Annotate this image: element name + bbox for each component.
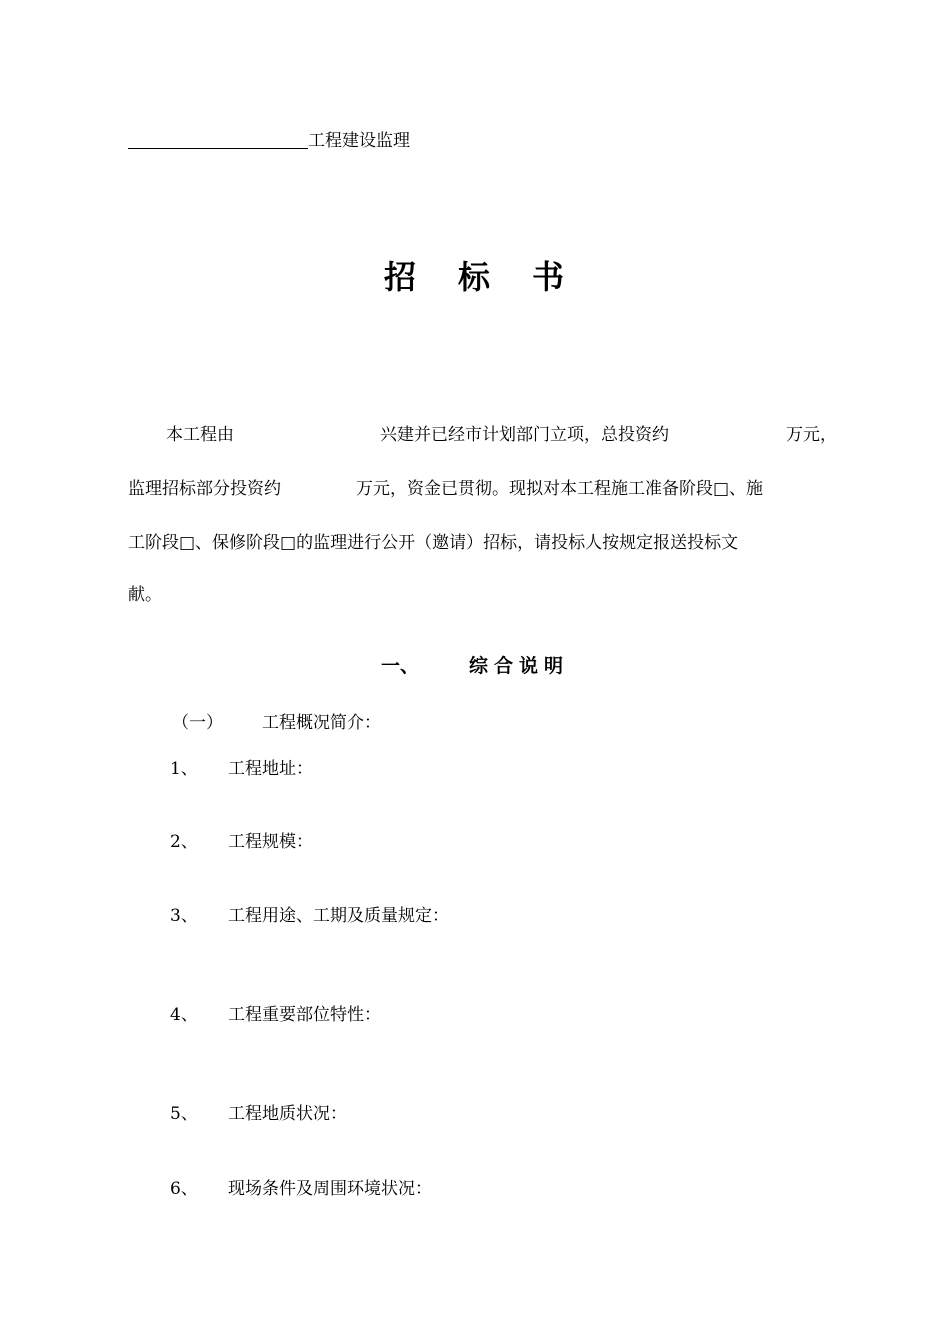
list-item — [170, 1000, 381, 1025]
list-item-label: 工程规模： — [228, 832, 313, 852]
list-item-number: 1、 — [170, 759, 198, 779]
intro-line-1-part-a: 本工程由 — [166, 425, 234, 445]
list-item — [170, 827, 313, 852]
intro-line-2-part-b: 万元，资金已贯彻。现拟对本工程施工准备阶段□、施 — [356, 479, 764, 499]
intro-line-2-part-a: 监理招标部分投资约 — [128, 479, 281, 499]
subsection-number: （一） — [172, 713, 223, 733]
list-item-number: 3、 — [170, 906, 198, 926]
project-name-blank-line — [128, 148, 308, 149]
section-heading — [0, 651, 950, 678]
section-title: 综合说明 — [469, 655, 570, 677]
intro-line-3: 工阶段□、保修阶段□的监理进行公开（邀请）招标，请投标人按规定报送投标文 — [128, 533, 739, 553]
list-item — [170, 754, 313, 779]
list-item-number: 2、 — [170, 832, 198, 852]
list-item-label: 工程地质状况： — [228, 1104, 347, 1124]
list-item-number: 5、 — [170, 1104, 198, 1124]
title-char: 招 — [383, 258, 418, 296]
subsection-title: 工程概况简介： — [262, 713, 381, 733]
list-item-label: 现场条件及周围环境状况： — [228, 1179, 432, 1199]
header-text: 工程建设监理 — [308, 131, 410, 151]
intro-line-1-part-c: 万元， — [786, 425, 837, 445]
list-item — [170, 1174, 432, 1199]
list-item-label: 工程用途、工期及质量规定： — [228, 906, 449, 926]
intro-line-1-part-b: 兴建并已经市计划部门立项，总投资约 — [380, 425, 669, 445]
list-item-label: 工程地址： — [228, 759, 313, 779]
document-title — [0, 252, 950, 298]
title-char: 标 — [457, 258, 492, 296]
intro-line-4: 献。 — [128, 585, 162, 605]
list-item-label: 工程重要部位特性： — [228, 1005, 381, 1025]
title-char: 书 — [532, 258, 567, 296]
list-item — [170, 1099, 347, 1124]
list-item-number: 4、 — [170, 1005, 198, 1025]
list-item-number: 6、 — [170, 1179, 198, 1199]
section-number: 一、 — [380, 655, 419, 677]
list-item — [170, 901, 449, 926]
subsection-heading — [172, 708, 381, 733]
